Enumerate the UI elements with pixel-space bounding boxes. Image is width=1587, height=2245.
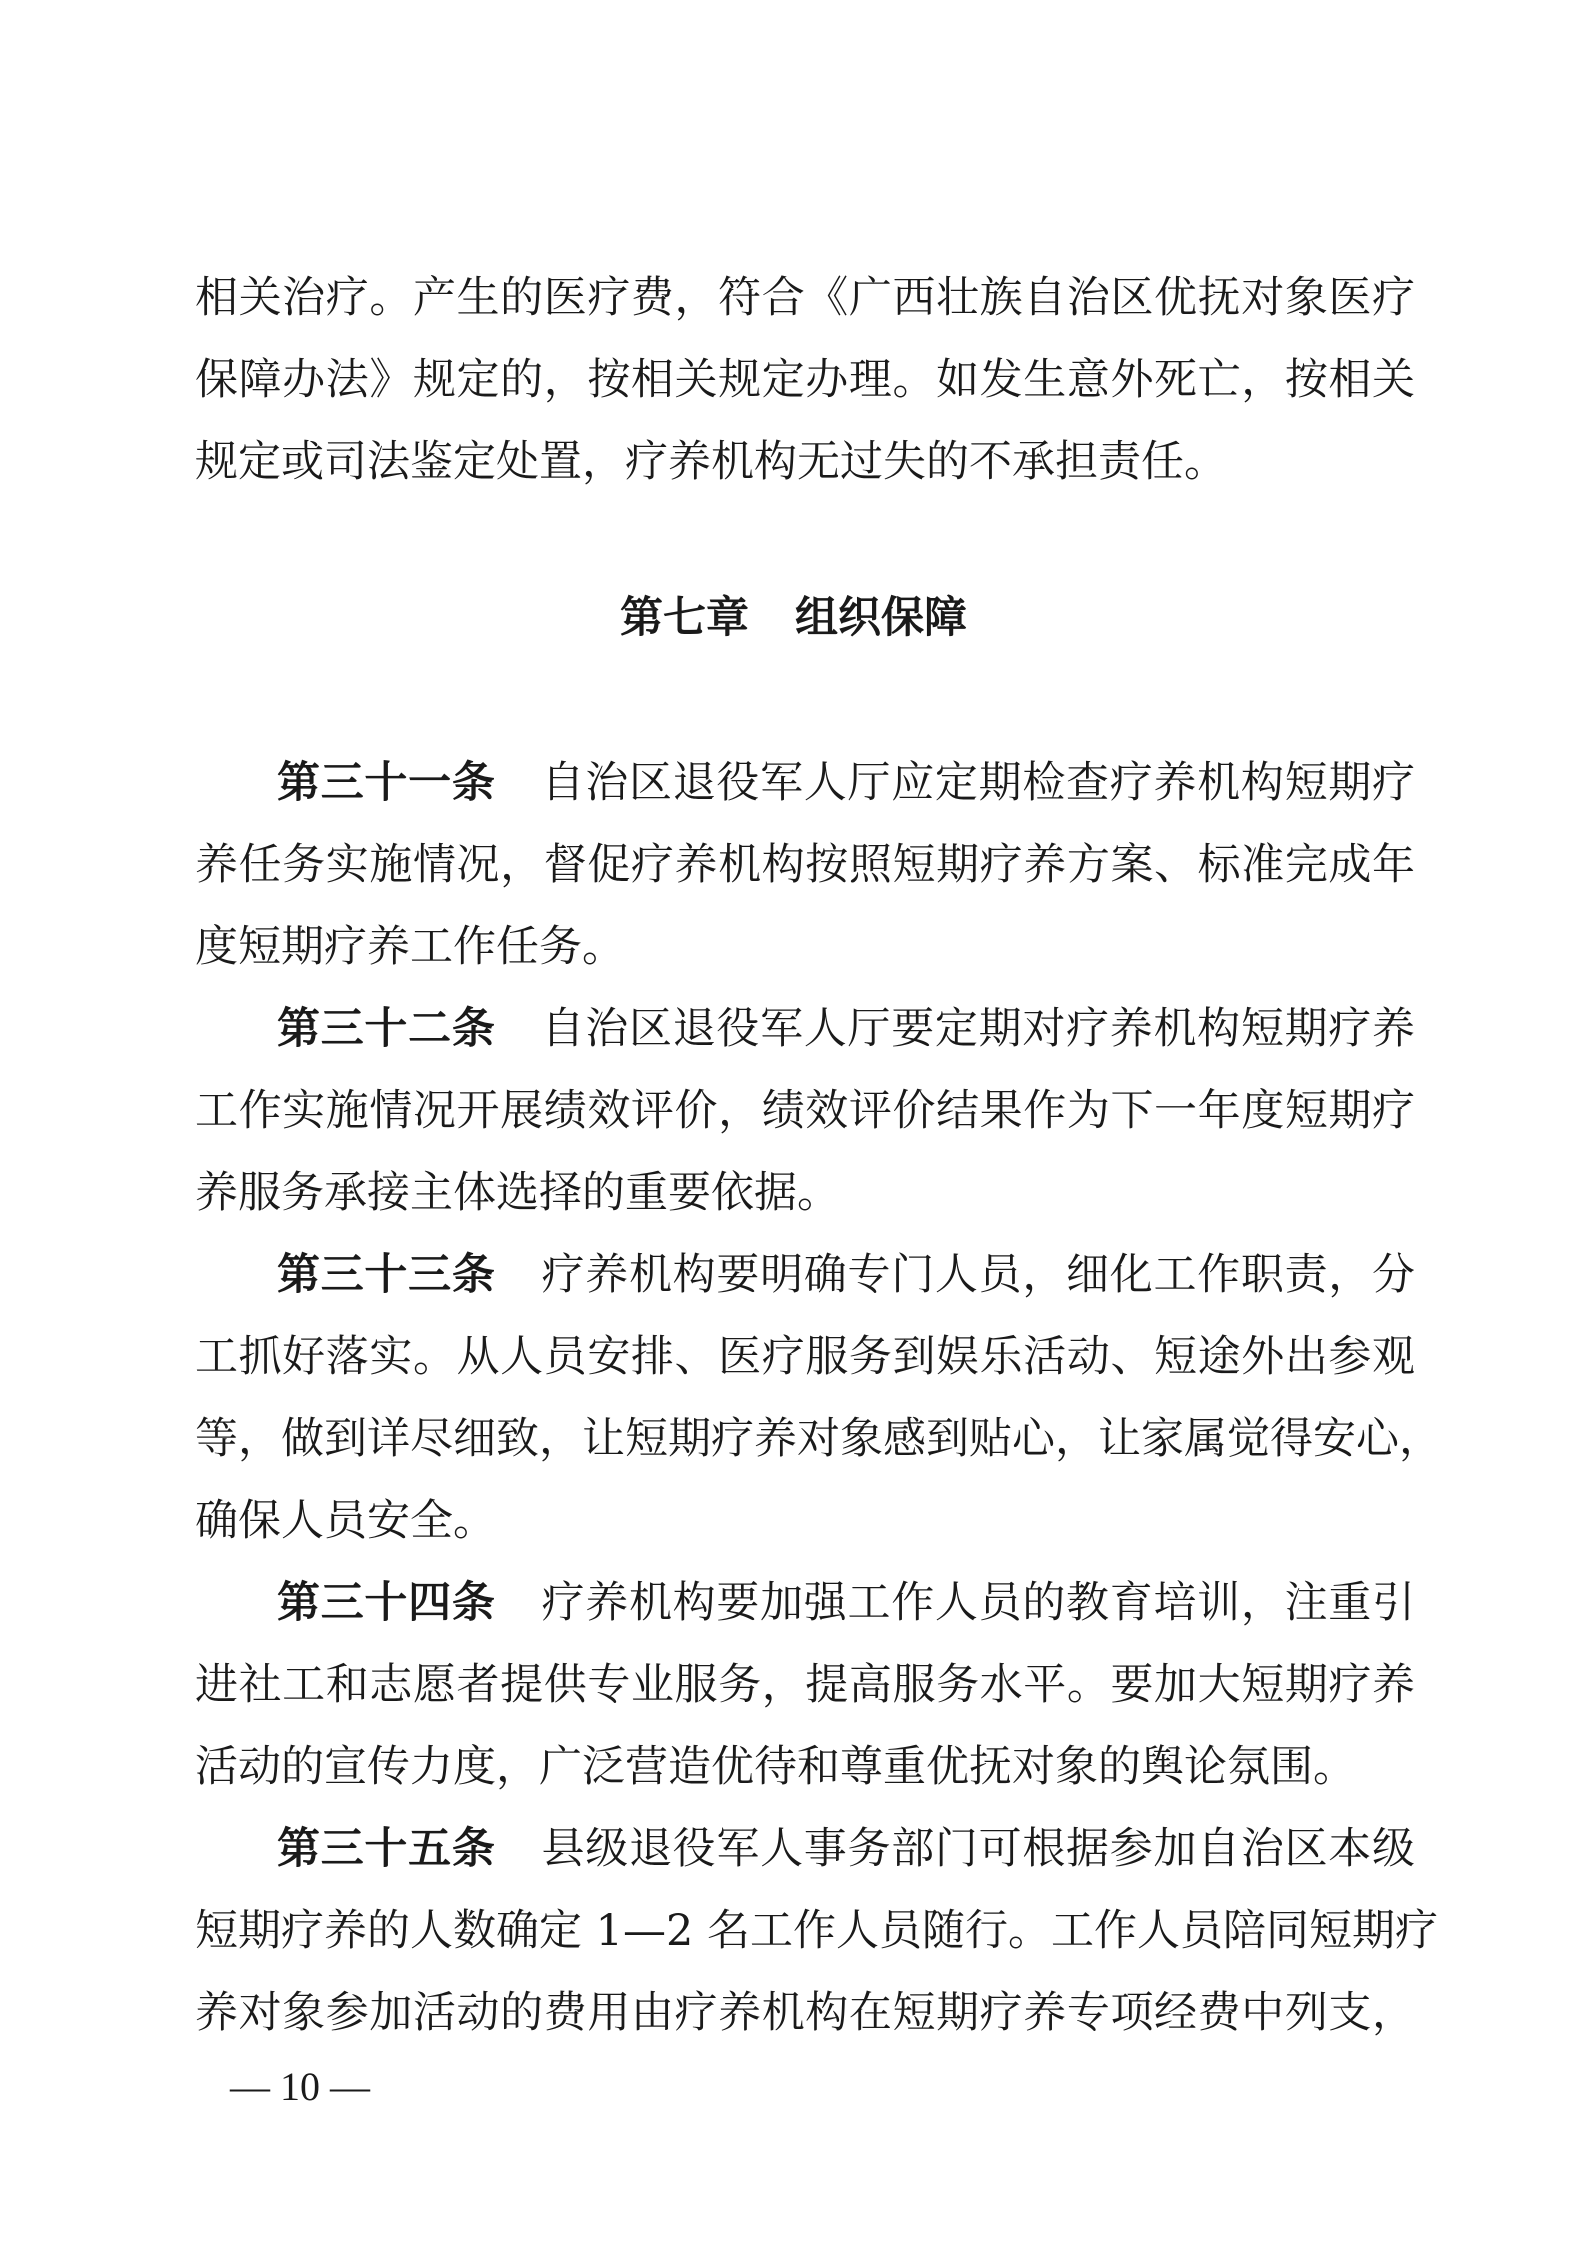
chapter-heading xyxy=(0,590,1587,646)
article-31-line-3: 度短期疗养工作任务。 xyxy=(195,922,625,972)
article-35-text-1: 县级退役军人事务部门可根据参加自治区本级 xyxy=(541,1824,1416,1874)
article-32-line-1 xyxy=(277,1001,1415,1057)
article-32-line-2: 工作实施情况开展绩效评价，绩效评价结果作为下一年度短期疗 xyxy=(195,1086,1415,1136)
article-33-line-3: 等，做到详尽细致，让短期疗养对象感到贴心，让家属觉得安心， xyxy=(195,1414,1442,1464)
article-31-label: 第三十一条 xyxy=(277,758,496,808)
article-35-line-2: 短期疗养的人数确定 1—2 名工作人员随行。工作人员陪同短期疗 xyxy=(195,1906,1439,1956)
intro-line-2: 保障办法》规定的，按相关规定办理。如发生意外死亡，按相关 xyxy=(195,355,1415,405)
article-34-label: 第三十四条 xyxy=(277,1578,496,1628)
article-32-text-1: 自治区退役军人厅要定期对疗养机构短期疗养 xyxy=(541,1004,1416,1054)
article-34-line-2: 进社工和志愿者提供专业服务，提高服务水平。要加大短期疗养 xyxy=(195,1660,1415,1710)
article-35-label: 第三十五条 xyxy=(277,1824,496,1874)
article-34-line-1 xyxy=(277,1575,1415,1631)
intro-line-3: 规定或司法鉴定处置，疗养机构无过失的不承担责任。 xyxy=(195,437,1227,487)
chapter-number: 第七章 xyxy=(620,593,749,643)
article-35-line-1 xyxy=(277,1821,1415,1877)
article-31-line-1 xyxy=(277,755,1415,811)
article-33-line-4: 确保人员安全。 xyxy=(195,1496,496,1546)
article-32-label: 第三十二条 xyxy=(277,1004,496,1054)
article-35-line-3: 养对象参加活动的费用由疗养机构在短期疗养专项经费中列支， xyxy=(195,1988,1415,2038)
article-33-label: 第三十三条 xyxy=(277,1250,496,1300)
article-33-line-1 xyxy=(277,1247,1415,1303)
article-34-text-1: 疗养机构要加强工作人员的教育培训，注重引 xyxy=(541,1578,1416,1628)
article-34-line-3: 活动的宣传力度，广泛营造优待和尊重优抚对象的舆论氛围。 xyxy=(195,1742,1356,1792)
article-32-line-3: 养服务承接主体选择的重要依据。 xyxy=(195,1168,840,1218)
intro-line-1: 相关治疗。产生的医疗费，符合《广西壮族自治区优抚对象医疗 xyxy=(195,273,1415,323)
article-31-text-1: 自治区退役军人厅应定期检查疗养机构短期疗 xyxy=(541,758,1416,808)
page-number: — 10 — xyxy=(230,2064,370,2109)
article-33-line-2: 工抓好落实。从人员安排、医疗服务到娱乐活动、短途外出参观 xyxy=(195,1332,1415,1382)
article-31-line-2: 养任务实施情况，督促疗养机构按照短期疗养方案、标准完成年 xyxy=(195,840,1415,890)
article-33-text-1: 疗养机构要明确专门人员，细化工作职责，分 xyxy=(541,1250,1416,1300)
chapter-title: 组织保障 xyxy=(795,593,967,643)
